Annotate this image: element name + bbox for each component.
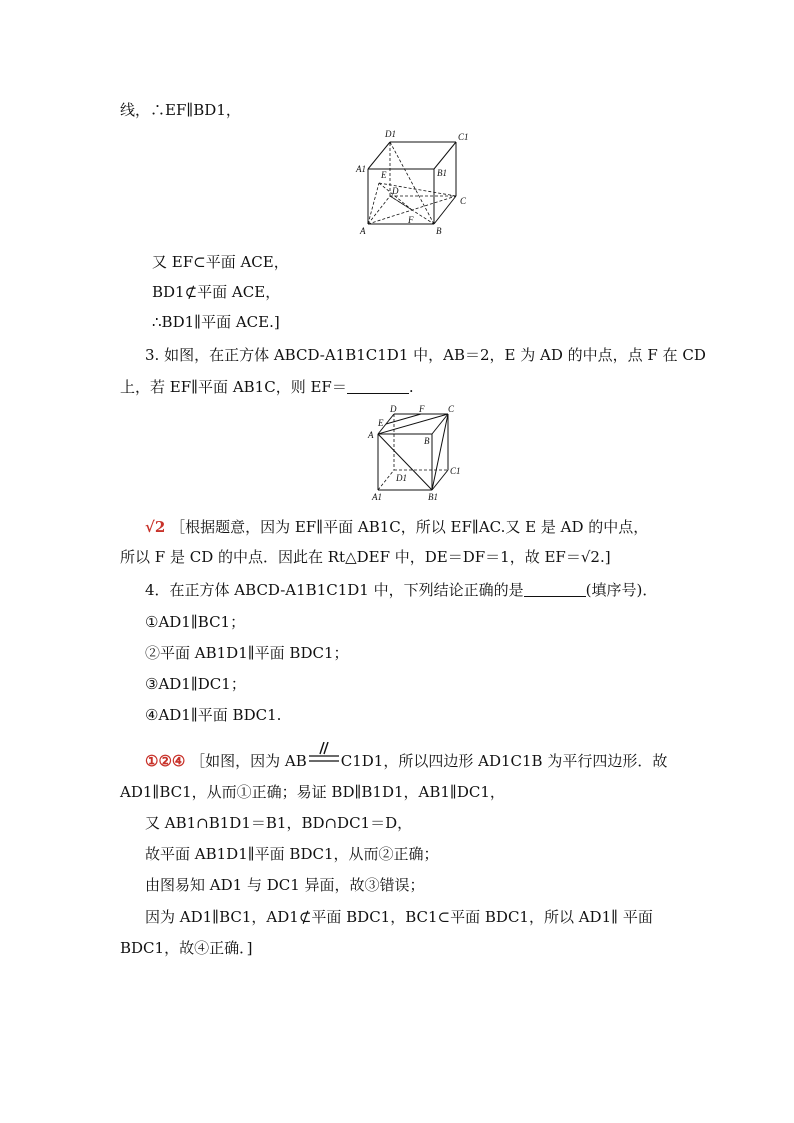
- label-D1: D1: [396, 473, 407, 483]
- label-C: C: [448, 404, 455, 414]
- label-A1: A1: [356, 164, 366, 174]
- label-D: D: [390, 404, 397, 414]
- label-A: A: [368, 430, 374, 440]
- question-3-line-2: [120, 377, 414, 397]
- label-E: E: [378, 418, 384, 428]
- answer-3-line-1: [145, 517, 648, 537]
- answer-4-line-5: 由图易知 AD1 与 DC1 异面，故③错误；: [145, 876, 425, 894]
- answer-4-text-cont: C1D1，所以四边形 AD1C1B 为平行四边形．故: [340, 752, 668, 770]
- answer-4-value: ①②④: [145, 752, 186, 770]
- label-B: B: [436, 226, 442, 236]
- answer-4-line-6: 因为 AD1∥BC1，AD1⊄平面 BDC1，BC1⊂平面 BDC1，所以 AD1∥ 平面: [145, 908, 653, 926]
- label-A1: A1: [372, 492, 382, 502]
- question-4-text: 4．在正方体 ABCD-A1B1C1D1 中，下列结论正确的是: [145, 581, 524, 599]
- parallel-equal-symbol: [307, 750, 341, 770]
- label-D: D: [392, 186, 399, 196]
- answer-3-explanation: ［根据题意，因为 EF∥平面 AB1C，所以 EF∥AC.又 E 是 AD 的中点，: [170, 518, 649, 536]
- cube-figure-2: [364, 404, 468, 504]
- answer-4-text: ［如图，因为 AB: [190, 752, 307, 770]
- label-F: F: [419, 404, 425, 414]
- answer-4-line-1: [145, 750, 667, 771]
- answer-4-line-2: AD1∥BC1，从而①正确；易证 BD∥B1D1，AB1∥DC1，: [120, 783, 505, 801]
- text-line: 又 EF⊂平面 ACE，: [152, 253, 289, 271]
- cube-diagram-1: [352, 128, 472, 240]
- cube-diagram-2: [364, 404, 468, 504]
- question-4-line: [145, 580, 657, 600]
- cube-figure-1: [352, 128, 472, 240]
- option-1: ①AD1∥BC1；: [145, 613, 246, 631]
- label-F: F: [408, 215, 414, 225]
- label-B1: B1: [437, 168, 447, 178]
- answer-4-line-7: BDC1，故④正确．]: [120, 939, 253, 957]
- option-2: ②平面 AB1D1∥平面 BDC1；: [145, 644, 349, 662]
- answer-4-line-3: 又 AB1∩B1D1＝B1，BD∩DC1＝D，: [145, 814, 413, 832]
- label-C: C: [460, 196, 467, 206]
- label-E: E: [381, 170, 387, 180]
- question-3-line-1: 3. 如图，在正方体 ABCD-A1B1C1D1 中，AB＝2，E 为 AD 的中点，点 F 在 CD: [145, 346, 706, 364]
- option-4: ④AD1∥平面 BDC1.: [145, 706, 282, 724]
- answer-blank: [347, 378, 409, 394]
- question-3-text: 上，若 EF∥平面 AB1C，则 EF＝: [120, 378, 347, 396]
- label-D1: D1: [385, 129, 396, 139]
- question-3-end: .: [408, 378, 414, 396]
- answer-3-line-2: 所以 F 是 CD 的中点．因此在 Rt△DEF 中，DE＝DF＝1，故 EF＝√2.]: [120, 548, 611, 566]
- option-3: ③AD1∥DC1；: [145, 675, 246, 693]
- label-B: B: [424, 436, 430, 446]
- label-B1: B1: [428, 492, 438, 502]
- answer-4-line-4: 故平面 AB1D1∥平面 BDC1，从而②正确；: [145, 845, 439, 863]
- label-C1: C1: [450, 466, 461, 476]
- text-line: 线，∴EF∥BD1，: [120, 101, 241, 119]
- label-C1: C1: [458, 132, 469, 142]
- text-line: BD1⊄平面 ACE，: [152, 283, 281, 301]
- answer-blank: [524, 581, 586, 597]
- label-A: A: [360, 226, 366, 236]
- question-4-end: (填序号)．: [585, 581, 658, 599]
- answer-3-value: √2: [145, 518, 166, 536]
- text-line: ∴BD1∥平面 ACE.]: [152, 313, 280, 331]
